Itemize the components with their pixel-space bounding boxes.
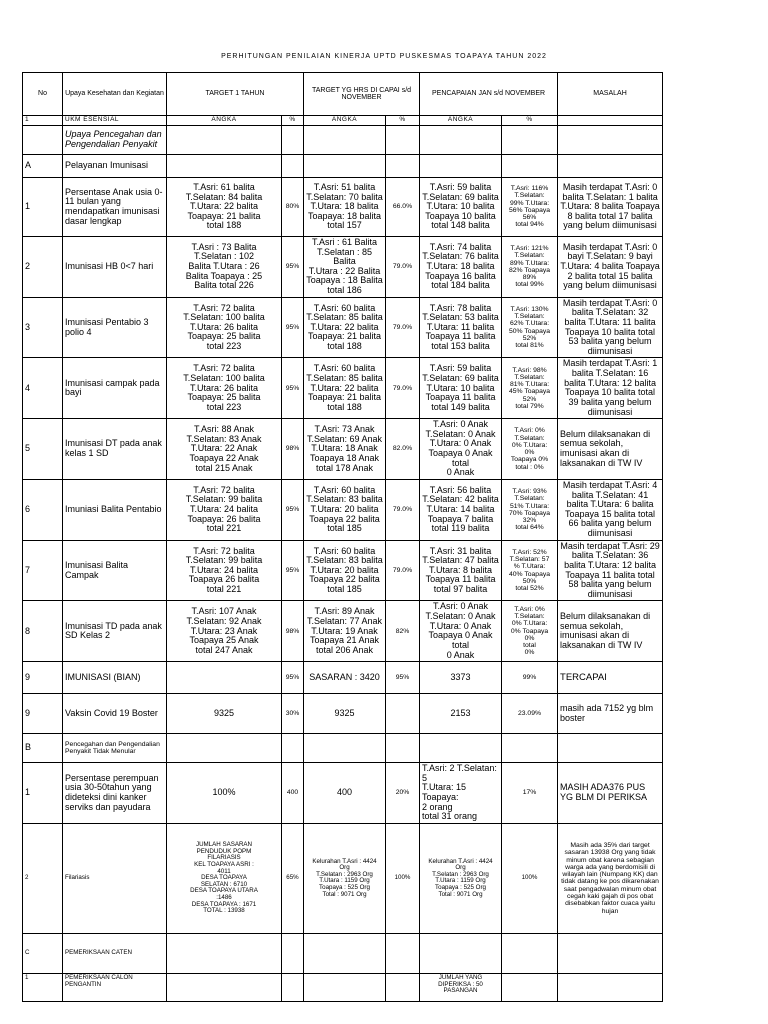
row-target: T.Asri: 72 balita T.Selatan: 99 balita T.Utara: 24 balita Toapaya 26 balita total 221	[167, 540, 282, 601]
row-kegiatan: IMUNISASI (BIAN)	[63, 662, 167, 694]
row-masalah: Masih terdapat T.Asri: 4 balita T.Selatan: 41 balita T.Utara: 6 balita Toapaya 15 balita total 66 balita yang belum diimunisasi	[558, 479, 663, 540]
row-masalah: Masih ada 35% dari target sasaran 13938 Org yang tidak minum obat karena sebagian warga ada yang berdomisili di wilayah lain (Numpang KK) dan tidak datang ke pos dikarenakan saat pengadwalan minum obat cegah kaki gajah di pos obat disebabkan faktor cuaca yaitu hujan	[558, 823, 663, 933]
row-kegiatan: Imunisasi Balita Campak	[63, 540, 167, 601]
row-masalah: Masih terdapat T.Asri: 0 balita T.Selatan: 1 balita T.Utara: 8 balita Toapaya 8 balita total 17 balita yang belum diimunisasi	[558, 177, 663, 236]
row-no: 7	[23, 540, 63, 601]
row-no: 1	[23, 973, 63, 1001]
row-pencapaian-pct: T.Asri: 52% T.Selatan: 57 % T.Utara: 40% Toapaya 50% total 52%	[502, 540, 558, 601]
row-kegiatan: Imunisasi Pentabio 3 polio 4	[63, 297, 167, 358]
row-kegiatan: Imunisasi DT pada anak kelas 1 SD	[63, 419, 167, 480]
row-capai: T.Asri: 89 Anak T.Selatan: 77 Anak T.Utara: 19 Anak Toapaya 21 Anak total 206 Anak	[304, 601, 386, 662]
table-row	[23, 297, 663, 358]
row-target-pct: 95%	[282, 479, 304, 540]
header-upaya: Upaya Kesehatan dan Kegiatan	[63, 73, 167, 116]
row-pencapaian-pct: T.Asri: 130% T.Selatan: 62% T.Utara: 50% Toapaya 52% total 81%	[502, 297, 558, 358]
row-masalah: Masih terdapat T.Asri: 0 balita T.Selatan: 32 balita T.Utara: 11 balita Toapaya 10 balita total 53 balita yang belum diimunisasi	[558, 297, 663, 358]
row-capai: Kelurahan T.Asri : 4424 Org T.Selatan : 2963 Org T.Utara : 1159 Org Toapaya : 525 Org Total : 9071 Org	[304, 823, 386, 933]
row-no: 4	[23, 358, 63, 419]
row-pencapaian: T.Asri: 2 T.Selatan: 5 T.Utara: 15 Toapaya: 2 orang total 31 orang	[420, 763, 502, 824]
row-capai-pct: 79.0%	[386, 358, 420, 419]
row-pencapaian-pct: T.Asri: 93% T.Selatan: 51% T.Utara: 70% Toapaya 32% total 64%	[502, 479, 558, 540]
row-pencapaian: Kelurahan T.Asri : 4424 Org T.Selatan : 2963 Org T.Utara : 1159 Org Toapaya : 525 Org Total : 9071 Org	[420, 823, 502, 933]
row-capai: T.Asri: 60 balita T.Selatan: 85 balita T.Utara: 22 balita Toapaya: 21 balita total 188	[304, 297, 386, 358]
header-target-capai: TARGET YG HRS DI CAPAI s/d NOVEMBER	[304, 73, 420, 116]
page-title: PERHITUNGAN PENILAIAN KINERJA UPTD PUSKESMAS TOAPAYA TAHUN 2022	[221, 53, 547, 60]
row-capai: T.Asri: 60 balita T.Selatan: 85 balita T.Utara: 22 balita Toapaya: 21 balita total 188	[304, 358, 386, 419]
section-b-label: Pencegahan dan Pengendalian Penyakit Tidak Menular	[63, 734, 167, 763]
row-target: JUMLAH SASARAN PENDUDUK POPM FILARIASIS KEL TOAPAYA ASRI : 4011 DESA TOAPAYA SELATAN : 6710 DESA TOAPAYA UTARA :1486 DESA TOAPAYA : 1671 TOTAL : 13938	[167, 823, 282, 933]
subheader-angka-pencapaian: ANGKA	[420, 116, 502, 126]
section-a-row	[23, 154, 663, 177]
row-target	[167, 662, 282, 694]
row-masalah: Masih terdapat T.Asri: 1 balita T.Selatan: 16 balita T.Utara: 12 balita Toapaya 10 balita total 39 balita yang belum diimunisasi	[558, 358, 663, 419]
subheader-masalah	[558, 116, 663, 126]
row-pencapaian-pct: 99%	[502, 662, 558, 694]
row-pencapaian: T.Asri: 59 balita T.Selatan: 69 balita T.Utara: 10 balita Toapaya 11 balita total 149 balita	[420, 358, 502, 419]
row-target-pct: 400	[282, 763, 304, 824]
table-row	[23, 236, 663, 297]
row-pencapaian: JUMLAH YANG DIPERIKSA : 50 PASANGAN	[420, 973, 502, 1001]
table-row	[23, 540, 663, 601]
table-row	[23, 601, 663, 662]
section-upaya-label: Upaya Pencegahan dan Pengendalian Penyakit	[63, 125, 167, 154]
row-no: 9	[23, 694, 63, 734]
row-capai-pct	[386, 694, 420, 734]
subheader-pct-capai: %	[386, 116, 420, 126]
subheader-pct-pencapaian: %	[502, 116, 558, 126]
table-row-iva	[23, 763, 663, 824]
row-pencapaian-pct: T.Asri: 98% T.Selatan: 81% T.Utara: 45% Toapaya 52% total 79%	[502, 358, 558, 419]
row-target: T.Asri: 72 balita T.Selatan: 99 balita T.Utara: 24 balita Toapaya: 26 balita total 221	[167, 479, 282, 540]
row-no: 2	[23, 236, 63, 297]
row-pencapaian-pct: 17%	[502, 763, 558, 824]
row-no: 1	[23, 763, 63, 824]
row-capai: T.Asri: 60 balita T.Selatan: 83 balita T.Utara: 20 balita Toapaya 22 balita total 185	[304, 540, 386, 601]
row-target: 9325	[167, 694, 282, 734]
row-capai-pct: 100%	[386, 823, 420, 933]
row-no: 6	[23, 479, 63, 540]
subheader-row	[23, 116, 663, 126]
row-kegiatan: Filariasis	[63, 823, 167, 933]
row-capai: T.Asri: 73 Anak T.Selatan: 69 Anak T.Utara: 18 Anak Toapaya 18 Anak total 178 Anak	[304, 419, 386, 480]
row-target-pct: 80%	[282, 177, 304, 236]
row-pencapaian: T.Asri: 31 balita T.Selatan: 47 balita T.Utara: 8 balita Toapaya 11 balita total 97 balita	[420, 540, 502, 601]
subheader-pct-target: %	[282, 116, 304, 126]
subheader-angka-capai: ANGKA	[304, 116, 386, 126]
section-a-label: Pelayanan Imunisasi	[63, 154, 167, 177]
row-pencapaian-pct: T.Asri: 0% T.Selatan: 0% T.Utara: 0% Toapaya 0% total 0%	[502, 601, 558, 662]
table-row-filariasis	[23, 823, 663, 933]
row-target: T.Asri: 61 balita T.Selatan: 84 balita T.Utara: 22 balita Toapaya: 21 balita total 188	[167, 177, 282, 236]
row-no: 9	[23, 662, 63, 694]
row-target: T.Asri: 72 balita T.Selatan: 100 balita T.Utara: 26 balita Toapaya: 25 balita total 223	[167, 297, 282, 358]
section-a-no: A	[23, 154, 63, 177]
row-capai-pct: 79.0%	[386, 236, 420, 297]
row-target-pct: 95%	[282, 236, 304, 297]
row-masalah: TERCAPAI	[558, 662, 663, 694]
row-target: T.Asri: 72 balita T.Selatan: 100 balita T.Utara: 26 balita Toapaya: 25 balita total 223	[167, 358, 282, 419]
row-masalah: masih ada 7152 yg blm boster	[558, 694, 663, 734]
row-no: 1	[23, 177, 63, 236]
row-target-pct: 95%	[282, 540, 304, 601]
row-capai-pct: 79.0%	[386, 479, 420, 540]
row-capai-pct: 82.0%	[386, 419, 420, 480]
row-pencapaian: 3373	[420, 662, 502, 694]
kinerja-table	[22, 72, 663, 1002]
row-target-pct: 98%	[282, 601, 304, 662]
row-target: T.Asri: 107 Anak T.Selatan: 92 Anak T.Utara: 23 Anak Toapaya 25 Anak total 247 Anak	[167, 601, 282, 662]
row-pencapaian: T.Asri: 0 Anak T.Selatan: 0 Anak T.Utara: 0 Anak Toapaya 0 Anak total 0 Anak	[420, 601, 502, 662]
section-c-no: C	[23, 933, 63, 973]
row-capai-pct: 20%	[386, 763, 420, 824]
subheader-ukm: UKM ESENSIAL	[63, 116, 167, 126]
row-capai: 400	[304, 763, 386, 824]
row-target: 100%	[167, 763, 282, 824]
table-row-caten	[23, 973, 663, 1001]
row-target-pct: 30%	[282, 694, 304, 734]
row-target-pct: 95%	[282, 297, 304, 358]
row-kegiatan: Persentase Anak usia 0-11 bulan yang mendapatkan imunisasi dasar lengkap	[63, 177, 167, 236]
header-masalah: MASALAH	[558, 73, 663, 116]
row-capai: SASARAN : 3420	[304, 662, 386, 694]
table-row	[23, 419, 663, 480]
row-pencapaian: T.Asri: 59 balita T.Selatan: 69 balita T.Utara: 10 balita Toapaya 10 balita total 148 balita	[420, 177, 502, 236]
row-masalah: Masih terdapat T.Asri: 0 bayi T.Selatan: 9 bayi T.Utara: 4 balita Toapaya 2 balita total 15 balita yang belum diimunisasi	[558, 236, 663, 297]
header-target: TARGET 1 TAHUN	[167, 73, 304, 116]
row-masalah: MASIH ADA376 PUS YG BLM DI PERIKSA	[558, 763, 663, 824]
table-row-bian	[23, 662, 663, 694]
header-row	[23, 73, 663, 116]
row-capai: T.Asri: 51 balita T.Selatan: 70 balita T.Utara: 18 balita Toapaya: 18 balita total 157	[304, 177, 386, 236]
subheader-no: 1	[23, 116, 63, 126]
row-no: 5	[23, 419, 63, 480]
row-capai-pct: 79.0%	[386, 540, 420, 601]
row-kegiatan: Imunisasi TD pada anak SD Kelas 2	[63, 601, 167, 662]
row-capai: 9325	[304, 694, 386, 734]
row-kegiatan: Persentase perempuan usia 30-50tahun yang dideteksi dini kanker serviks dan payudara	[63, 763, 167, 824]
table-row	[23, 479, 663, 540]
subheader-angka-target: ANGKA	[167, 116, 282, 126]
row-pencapaian-pct: 100%	[502, 823, 558, 933]
section-b-no: B	[23, 734, 63, 763]
row-kegiatan: Imunisasi campak pada bayi	[63, 358, 167, 419]
row-kegiatan: PEMERIKSAAN CALON PENGANTIN	[63, 973, 167, 1001]
row-pencapaian-pct: T.Asri: 121% T.Selatan: 89% T.Utara: 82% Toapaya 89% total 99%	[502, 236, 558, 297]
row-pencapaian: T.Asri: 78 balita T.Selatan: 53 balita T.Utara: 11 balita Toapaya 11 balita total 153 balita	[420, 297, 502, 358]
section-c-label: PEMERIKSAAN CATEN	[63, 933, 167, 973]
row-capai-pct: 66.0%	[386, 177, 420, 236]
row-capai-pct: 79.0%	[386, 297, 420, 358]
row-kegiatan: Vaksin Covid 19 Boster	[63, 694, 167, 734]
table-row	[23, 177, 663, 236]
row-masalah: Belum dilaksanakan di semua sekolah, imunisasi akan di laksanakan di TW IV	[558, 419, 663, 480]
row-target-pct: 95%	[282, 662, 304, 694]
section-c-row	[23, 933, 663, 973]
row-capai: T.Asri : 61 Balita T.Selatan : 85 Balita T.Utara : 22 Balita Toapaya : 18 Balita total 186	[304, 236, 386, 297]
table-row-covid	[23, 694, 663, 734]
row-target-pct: 95%	[282, 358, 304, 419]
row-no: 2	[23, 823, 63, 933]
row-capai-pct: 95%	[386, 662, 420, 694]
section-upaya-row	[23, 125, 663, 154]
row-kegiatan: Imunisasi HB 0<7 hari	[63, 236, 167, 297]
row-kegiatan: Imuniasi Balita Pentabio	[63, 479, 167, 540]
row-pencapaian: T.Asri: 74 balita T.Selatan: 76 balita T.Utara: 18 balita Toapaya 16 balita total 184 balita	[420, 236, 502, 297]
section-b-row	[23, 734, 663, 763]
row-capai-pct: 82%	[386, 601, 420, 662]
row-masalah: Belum dilaksanakan di semua sekolah, imunisasi akan di laksanakan di TW IV	[558, 601, 663, 662]
row-pencapaian-pct: 23.09%	[502, 694, 558, 734]
row-no: 3	[23, 297, 63, 358]
row-target: T.Asri: 88 Anak T.Selatan: 83 Anak T.Utara: 22 Anak Toapaya 22 Anak total 215 Anak	[167, 419, 282, 480]
row-pencapaian: 2153	[420, 694, 502, 734]
header-no: No	[23, 73, 63, 116]
row-no: 8	[23, 601, 63, 662]
row-pencapaian: T.Asri: 0 Anak T.Selatan: 0 Anak T.Utara: 0 Anak Toapaya 0 Anak total 0 Anak	[420, 419, 502, 480]
row-target-pct: 65%	[282, 823, 304, 933]
row-pencapaian-pct: T.Asri: 116% T.Selatan: 99% T.Utara: 56% Toapaya 56% total 94%	[502, 177, 558, 236]
row-target: T.Asri : 73 Balita T.Selatan : 102 Balita T.Utara : 26 Balita Toapaya : 25 Balita total 226	[167, 236, 282, 297]
row-capai: T.Asri: 60 balita T.Selatan: 83 balita T.Utara: 20 balita Toapaya 22 balita total 185	[304, 479, 386, 540]
table-row	[23, 358, 663, 419]
row-pencapaian: T.Asri: 56 balita T.Selatan: 42 balita T.Utara: 14 balita Toapaya 7 balita total 119 balita	[420, 479, 502, 540]
row-pencapaian-pct: T.Asri: 0% T.Selatan: 0% T.Utara: 0% Toapaya 0% total : 0%	[502, 419, 558, 480]
header-pencapaian: PENCAPAIAN JAN s/d NOVEMBER	[420, 73, 558, 116]
row-masalah: Masih terdapat T.Asri: 29 balita T.Selatan: 36 balita T.Utara: 12 balita Toapaya 11 balita total 58 balita yang belum diimunisasi	[558, 540, 663, 601]
row-target-pct: 98%	[282, 419, 304, 480]
